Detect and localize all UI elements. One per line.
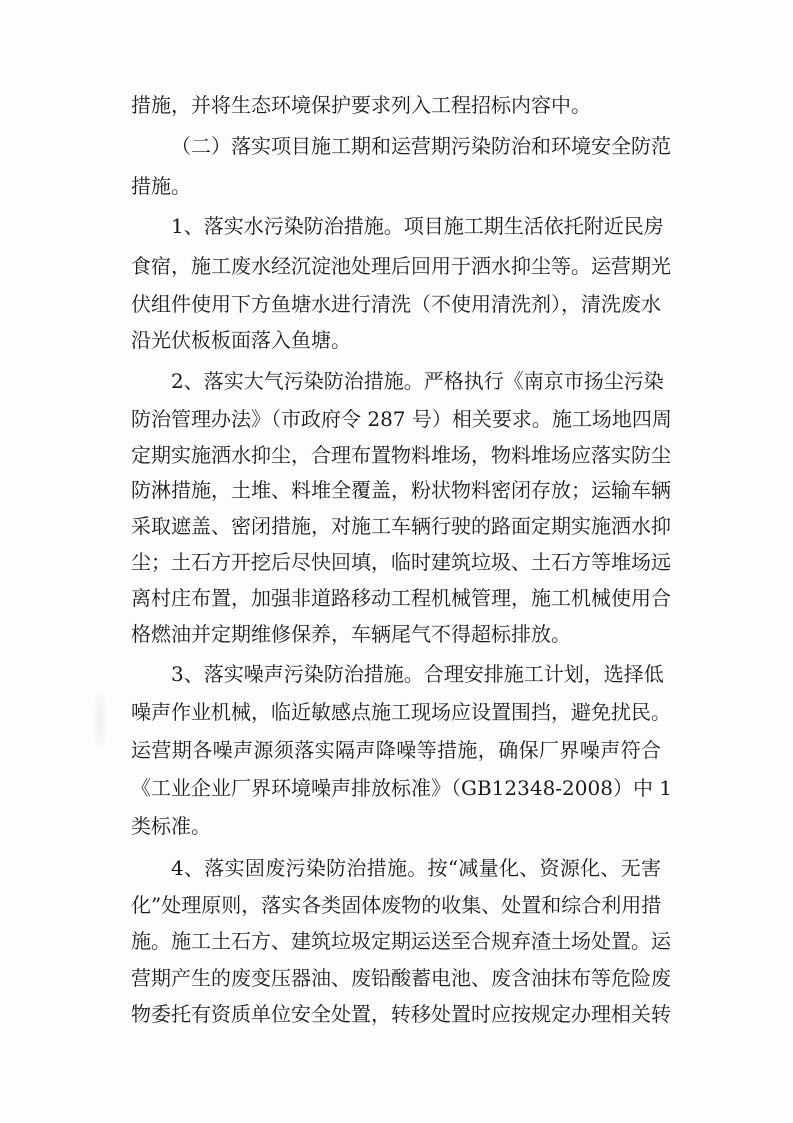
paragraph-line: 食宿，施工废水经沉淀池处理后回用于洒水抑尘等。运营期光 (131, 254, 671, 278)
paragraph-line: 沿光伏板板面落入鱼塘。 (131, 328, 351, 352)
paragraph-line: 定期实施洒水抑尘，合理布置物料堆场，物料堆场应落实防尘 (131, 443, 671, 467)
paragraph-line: 1、落实水污染防治措施。项目施工期生活依托附近民房 (171, 214, 664, 238)
paragraph-line: 措施，并将生态环境保护要求列入工程招标内容中。 (131, 93, 591, 117)
paragraph-line: 2、落实大气污染防治措施。严格执行《南京市扬尘污染 (171, 369, 664, 393)
section-heading-line: 措施。 (131, 174, 191, 198)
paragraph-line: 运营期各噪声源须落实隔声降噪等措施，确保厂界噪声符合 (131, 738, 661, 762)
paragraph-line: 伏组件使用下方鱼塘水进行清洗（不使用清洗剂），清洗废水 (131, 292, 661, 316)
paragraph-line: 4、落实固废污染防治措施。按“减量化、资源化、无害 (171, 856, 661, 880)
paragraph-line: 类标准。 (131, 814, 211, 838)
paragraph-line: 物委托有资质单位安全处置，转移处置时应按规定办理相关转 (131, 1002, 671, 1026)
paragraph-line: 噪声作业机械，临近敏感点施工现场应设置围挡，避免扰民。 (131, 700, 671, 724)
paragraph-line: 营期产生的废变压器油、废铅酸蓄电池、废含油抹布等危险废 (131, 966, 671, 990)
paragraph-line: 化”处理原则，落实各类固体废物的收集、处置和综合利用措 (131, 893, 662, 917)
paragraph-line: 防淋措施，土堆、料堆全覆盖，粉状物料密闭存放；运输车辆 (131, 478, 671, 502)
paragraph-line: 《工业企业厂界环境噪声排放标准》（GB12348-2008）中 1 (131, 776, 673, 800)
paragraph-line: 防治管理办法》（市政府令 287 号）相关要求。施工场地四周 (131, 407, 672, 431)
scan-smudge (95, 690, 105, 750)
paragraph-line: 采取遮盖、密闭措施，对施工车辆行驶的路面定期实施洒水抑 (131, 514, 671, 538)
paragraph-line: 施。施工土石方、建筑垃圾定期运送至合规弃渣土场处置。运 (131, 929, 671, 953)
paragraph-line: 格燃油并定期维修保养，车辆尾气不得超标排放。 (131, 622, 571, 646)
paragraph-line: 尘；土石方开挖后尽快回填，临时建筑垃圾、土石方等堆场远 (131, 550, 671, 574)
paragraph-line: 3、落实噪声污染防治措施。合理安排施工计划，选择低 (171, 662, 664, 686)
paragraph-line: 离村庄布置，加强非道路移动工程机械管理，施工机械使用合 (131, 586, 671, 610)
section-heading-line: （二）落实项目施工期和运营期污染防治和环境安全防范 (171, 134, 671, 158)
